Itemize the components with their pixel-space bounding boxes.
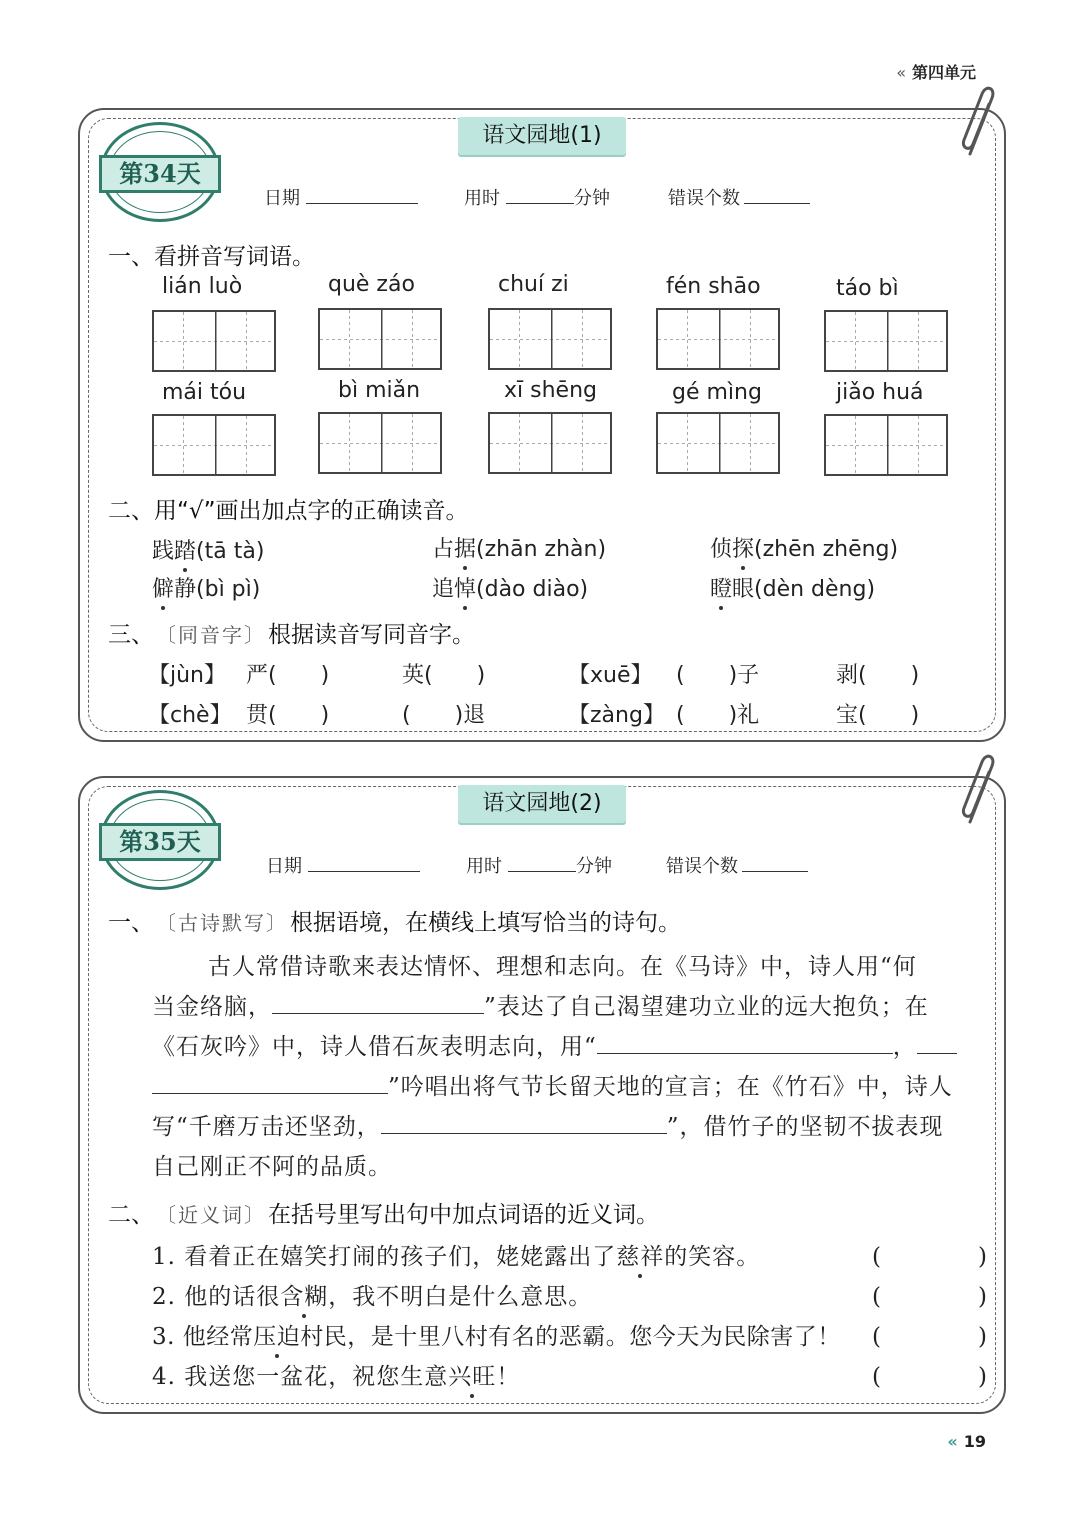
homophone-blank[interactable]: ( )礼	[676, 703, 760, 728]
errors-field: 错误个数	[666, 852, 808, 878]
reading-choice[interactable]: 侦探(zhēn zhēng)	[710, 537, 899, 562]
pinyin-tag: 【chè】	[148, 703, 232, 728]
errors-field: 错误个数	[668, 184, 810, 210]
synonym-question: 4. 我送您一盆花，祝您生意兴旺！	[152, 1364, 521, 1390]
reading-choice[interactable]: 追悼(dào diào)	[432, 577, 589, 602]
q3-title: 三、 〔同音字〕根据读音写同音字。	[108, 616, 475, 649]
q1-title: 一、看拼音写词语。	[108, 244, 315, 270]
synonym-question: 3. 他经常压迫村民，是十里八村有名的恶霸。您今天为民除害了！	[152, 1324, 841, 1350]
date-field: 日期	[264, 184, 418, 210]
poem-blank[interactable]	[381, 1113, 667, 1134]
homophone-blank[interactable]: 贯( )	[246, 703, 330, 728]
time-input[interactable]	[508, 855, 576, 872]
errors-input[interactable]	[744, 187, 810, 204]
writing-grid[interactable]	[318, 308, 442, 370]
homophone-blank[interactable]: ( )退	[402, 703, 486, 728]
topic-tag: 〔同音字〕	[156, 623, 266, 647]
topic-tag: 〔古诗默写〕	[156, 911, 288, 935]
topic-tag: 〔近义词〕	[156, 1203, 266, 1227]
time-field: 用时 分钟	[464, 188, 610, 209]
poem-blank[interactable]	[917, 1033, 957, 1054]
poem-blank[interactable]	[272, 993, 484, 1014]
day35-card	[78, 776, 1006, 1414]
passage-line: ”吟唱出将气节长留天地的宣言；在《竹石》中，诗人	[152, 1068, 953, 1101]
poem-blank[interactable]	[597, 1033, 893, 1054]
date-field: 日期	[266, 852, 420, 878]
pinyin: chuí zi	[498, 272, 569, 297]
homophone-blank[interactable]: ( )子	[676, 663, 760, 688]
day34-badge: 第34天	[100, 122, 220, 222]
paperclip-icon	[956, 84, 1000, 158]
pinyin: bì miǎn	[338, 378, 421, 403]
answer-bracket[interactable]: ( )	[872, 1284, 988, 1310]
time-input[interactable]	[506, 187, 574, 204]
pinyin-tag: 【jùn】	[148, 663, 226, 688]
pinyin-tag: 【xuē】	[568, 663, 653, 688]
passage-line: 古人常借诗歌来表达情怀、理想和志向。在《马诗》中，诗人用“何	[208, 954, 917, 980]
pinyin: xī shēng	[504, 378, 597, 403]
date-input[interactable]	[308, 855, 420, 872]
passage-line: 写“千磨万击还坚劲， ”，借竹子的坚韧不拔表现	[152, 1114, 944, 1140]
answer-bracket[interactable]: ( )	[872, 1364, 988, 1390]
day35-badge: 第35天	[100, 790, 220, 890]
unit-label: « 第四单元	[896, 63, 976, 82]
writing-grid[interactable]	[318, 412, 442, 474]
reading-choice[interactable]: 瞪眼(dèn dèng)	[710, 577, 876, 602]
day35-section-title: 语文园地(2)	[458, 785, 626, 823]
reading-choice[interactable]: 践踏(tā tà)	[152, 539, 265, 564]
pinyin: fén shāo	[666, 274, 761, 299]
q2-title: 二、用“√”画出加点字的正确读音。	[108, 498, 469, 524]
homophone-blank[interactable]: 宝( )	[836, 703, 920, 728]
passage-line: 当金络脑， ”表达了自己渴望建功立业的远大抱负；在	[152, 994, 929, 1020]
day34-card	[78, 108, 1006, 742]
date-input[interactable]	[306, 187, 418, 204]
writing-grid[interactable]	[488, 308, 612, 370]
writing-grid[interactable]	[656, 412, 780, 474]
errors-input[interactable]	[742, 855, 808, 872]
homophone-blank[interactable]: 剥( )	[836, 663, 920, 688]
double-chevron-icon: «	[896, 63, 906, 82]
day34-section-title: 语文园地(1)	[458, 117, 626, 155]
writing-grid[interactable]	[152, 310, 276, 372]
time-field: 用时 分钟	[466, 856, 612, 877]
q2-title: 二、 〔近义词〕在括号里写出句中加点词语的近义词。	[108, 1196, 659, 1229]
answer-bracket[interactable]: ( )	[872, 1244, 988, 1270]
pinyin: lián luò	[162, 274, 243, 299]
pinyin-tag: 【zàng】	[568, 703, 665, 728]
pinyin: jiǎo huá	[836, 380, 924, 405]
writing-grid[interactable]	[824, 414, 948, 476]
pinyin: gé mìng	[672, 380, 762, 405]
homophone-blank[interactable]: 严( )	[246, 663, 330, 688]
paperclip-icon	[956, 752, 1000, 826]
writing-grid[interactable]	[656, 308, 780, 370]
writing-grid[interactable]	[824, 310, 948, 372]
q1-title: 一、 〔古诗默写〕根据语境，在横线上填写恰当的诗句。	[108, 904, 681, 937]
synonym-question: 2. 他的话很含糊，我不明白是什么意思。	[152, 1284, 593, 1310]
passage-line: 《石灰吟》中，诗人借石灰表明志向，用“ ，	[152, 1028, 957, 1061]
homophone-blank[interactable]: 英( )	[402, 663, 486, 688]
pinyin: què záo	[328, 272, 415, 297]
pinyin: táo bì	[836, 276, 899, 301]
passage-line: 自己刚正不阿的品质。	[152, 1154, 392, 1180]
writing-grid[interactable]	[488, 412, 612, 474]
writing-grid[interactable]	[152, 414, 276, 476]
pinyin: mái tóu	[162, 380, 247, 405]
double-chevron-icon: «	[947, 1432, 958, 1451]
reading-choice[interactable]: 占据(zhān zhàn)	[432, 537, 607, 562]
page-number: « 19	[947, 1432, 986, 1451]
synonym-question: 1. 看着正在嬉笑打闹的孩子们，姥姥露出了慈祥的笑容。	[152, 1244, 761, 1270]
poem-blank[interactable]	[152, 1073, 388, 1094]
reading-choice[interactable]: 僻静(bì pì)	[152, 577, 261, 602]
answer-bracket[interactable]: ( )	[872, 1324, 988, 1350]
